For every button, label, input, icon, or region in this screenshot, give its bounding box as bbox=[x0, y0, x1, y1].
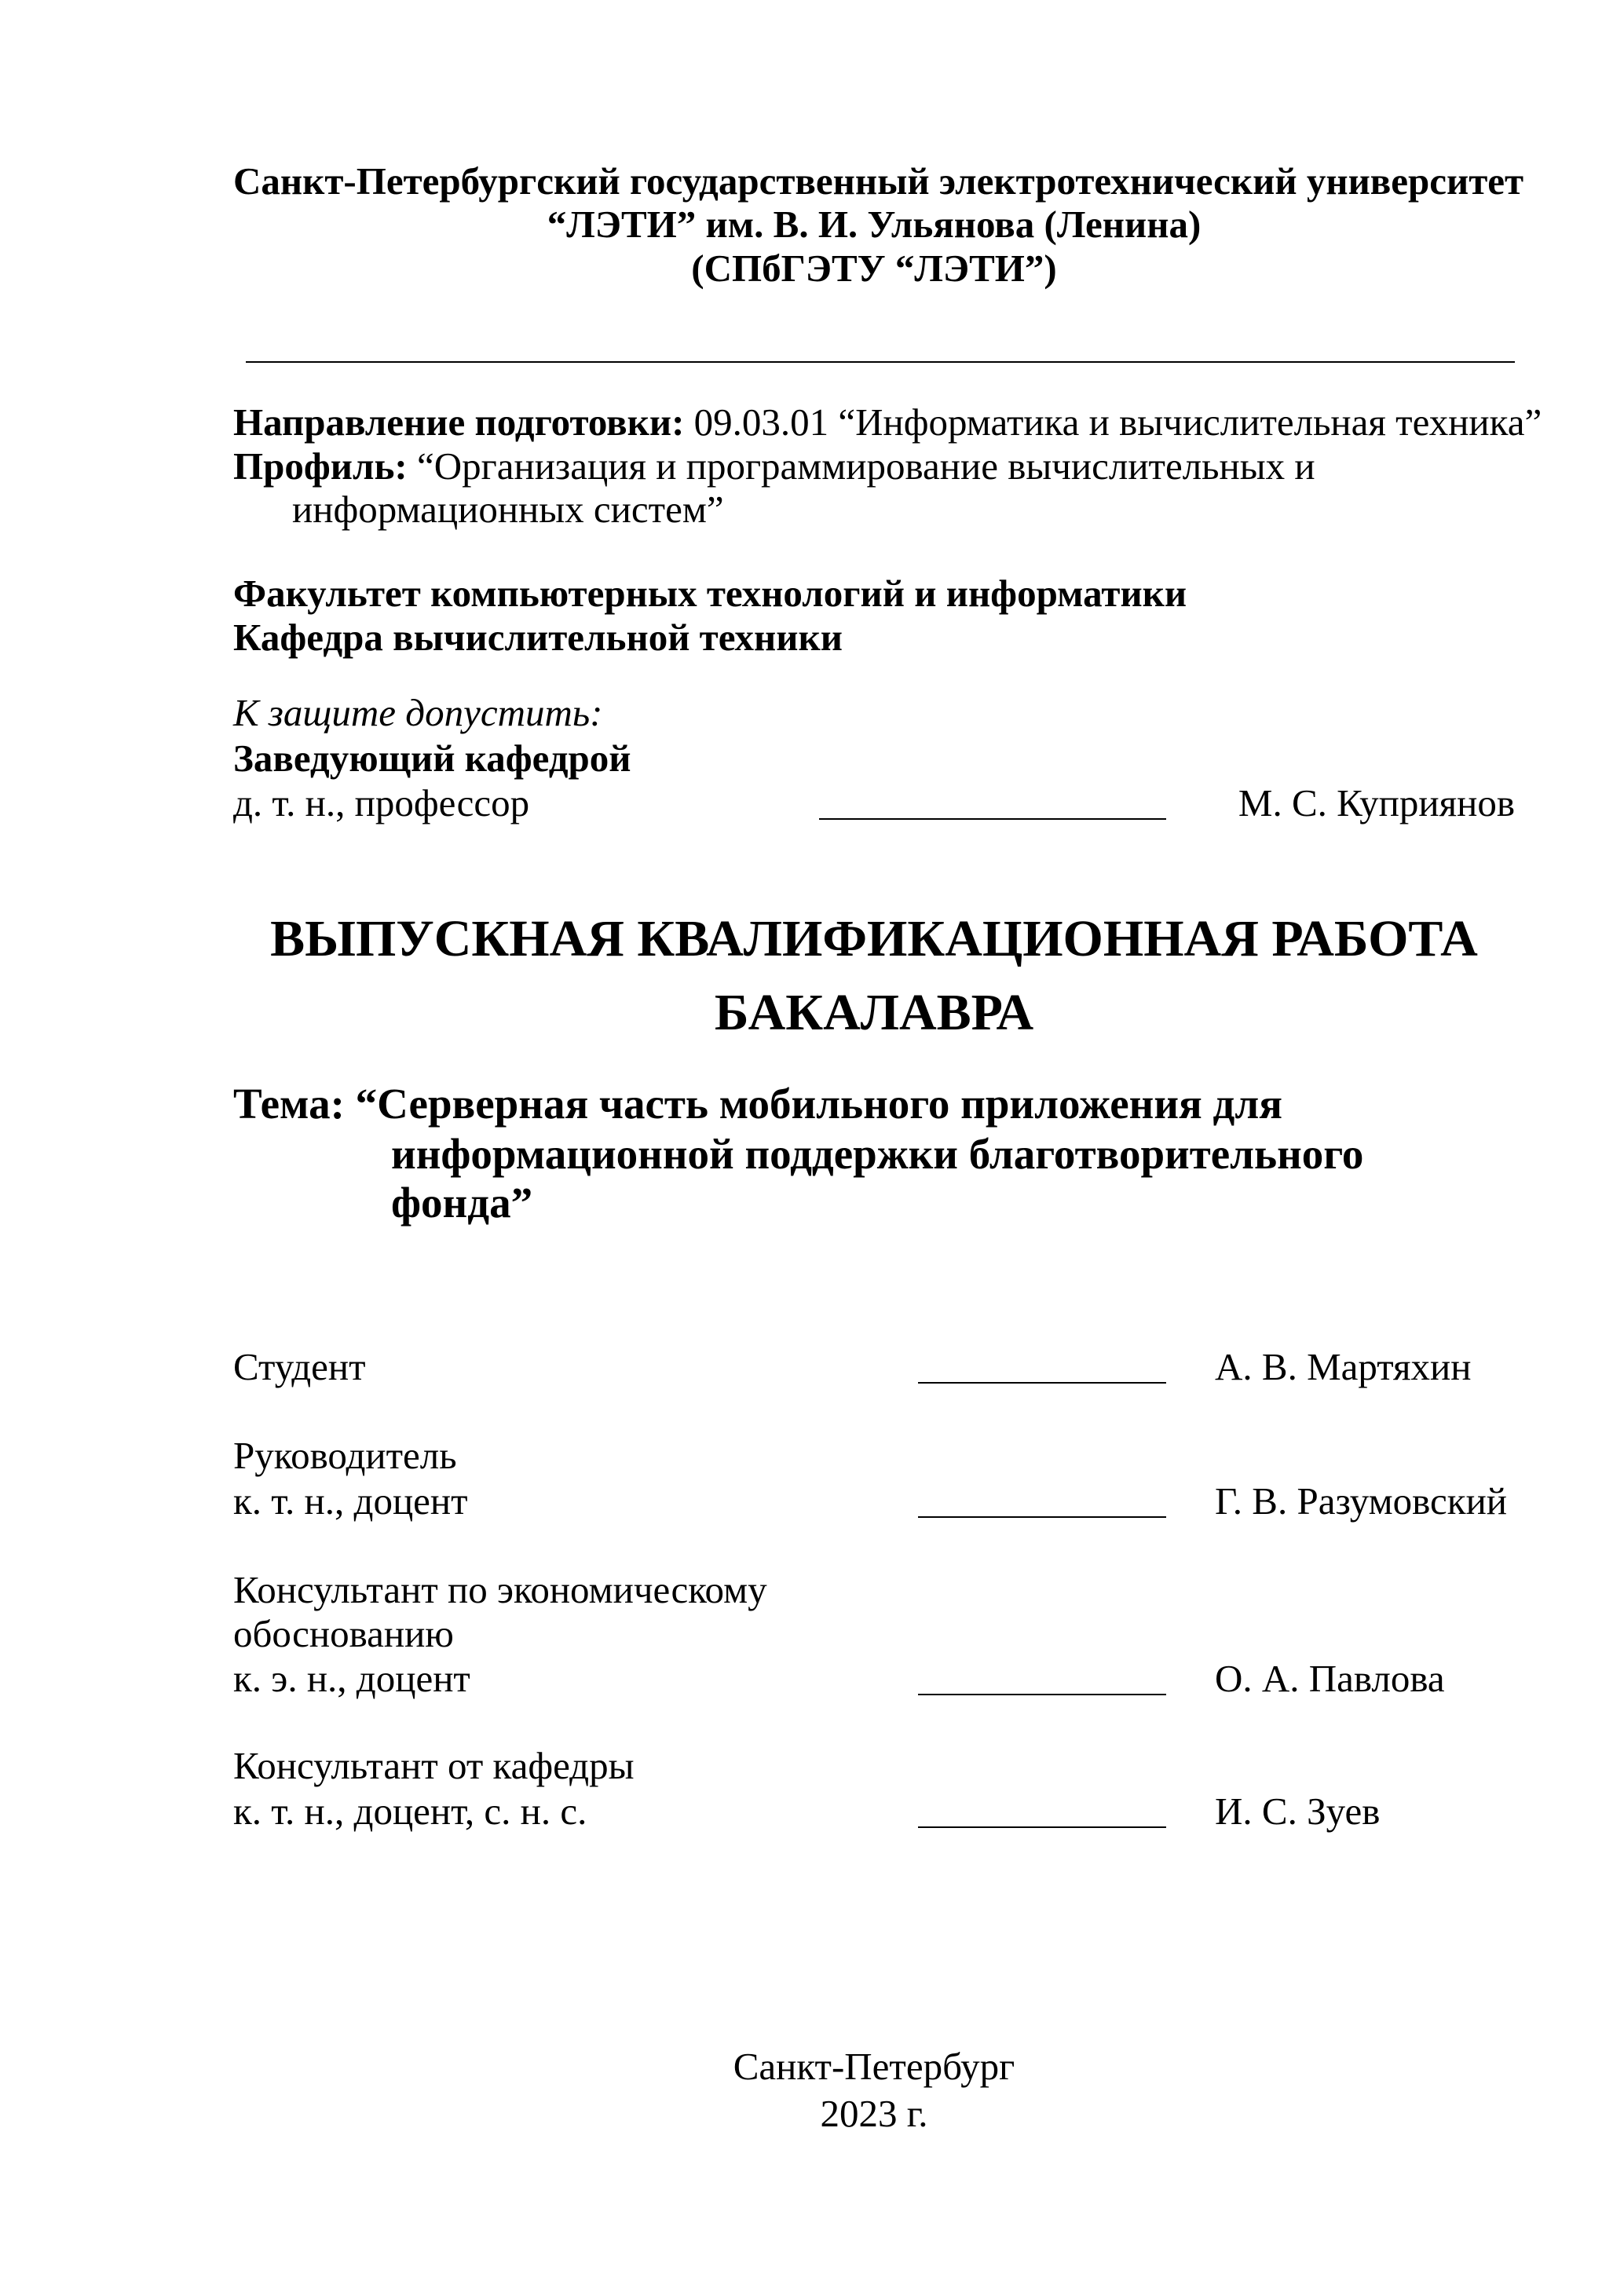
supervisor-label: Руководитель bbox=[233, 1434, 457, 1477]
direction-value: 09.03.01 “Информатика и вычислительная техника” bbox=[693, 400, 1542, 444]
dept-consultant-name: И. С. Зуев bbox=[1215, 1790, 1381, 1833]
department: Кафедра вычислительной техники bbox=[233, 616, 843, 659]
supervisor-name: Г. В. Разумовский bbox=[1215, 1479, 1508, 1523]
faculty: Факультет компьютерных технологий и информатики bbox=[233, 572, 1187, 615]
divider bbox=[246, 361, 1515, 363]
topic-value: “Серверная часть мобильного приложения для bbox=[355, 1080, 1282, 1128]
university-abbr: (СПбГЭТУ “ЛЭТИ”) bbox=[691, 247, 1057, 290]
econ-consultant-label-cont: обоснованию bbox=[233, 1612, 454, 1655]
document-title-line2: БАКАЛАВРА bbox=[714, 984, 1034, 1041]
topic bbox=[233, 1080, 1282, 1128]
university-name-line2: “ЛЭТИ” им. В. И. Ульянова (Ленина) bbox=[547, 203, 1202, 246]
dept-consultant-label: Консультант от кафедры bbox=[233, 1744, 635, 1787]
approval-degree: д. т. н., профессор bbox=[233, 781, 530, 824]
profile-value-cont: информационных систем” bbox=[292, 488, 724, 531]
university-name: Санкт-Петербургский государственный электротехнический университет bbox=[233, 159, 1524, 203]
footer-city: Санкт-Петербург bbox=[733, 2045, 1015, 2088]
footer-year: 2023 г. bbox=[820, 2092, 928, 2135]
signature-line bbox=[918, 1826, 1166, 1828]
supervisor-degree: к. т. н., доцент bbox=[233, 1479, 468, 1523]
dept-consultant-degree: к. т. н., доцент, с. н. с. bbox=[233, 1790, 587, 1833]
approval-name: М. С. Куприянов bbox=[1238, 781, 1515, 824]
direction-label: Направление подготовки: bbox=[233, 400, 685, 444]
student-label: Студент bbox=[233, 1345, 366, 1388]
profile-value: “Организация и программирование вычислительных и bbox=[416, 444, 1315, 488]
student-name: А. В. Мартяхин bbox=[1215, 1345, 1472, 1388]
approval-caption: К защите допустить: bbox=[233, 691, 603, 734]
econ-consultant-label: Консультант по экономическому bbox=[233, 1568, 767, 1611]
topic-line3: фонда” bbox=[391, 1179, 533, 1227]
profile bbox=[233, 444, 1315, 488]
topic-line2: информационной поддержки благотворительного bbox=[391, 1130, 1364, 1178]
econ-consultant-degree: к. э. н., доцент bbox=[233, 1657, 470, 1700]
signature-line bbox=[918, 1694, 1166, 1695]
profile-label: Профиль: bbox=[233, 444, 408, 488]
econ-consultant-name: О. А. Павлова bbox=[1215, 1657, 1445, 1700]
direction bbox=[233, 400, 1542, 444]
topic-label: Тема: bbox=[233, 1080, 345, 1128]
signature-line bbox=[918, 1516, 1166, 1518]
document-title: ВЫПУСКНАЯ КВАЛИФИКАЦИОННАЯ РАБОТА bbox=[270, 910, 1478, 967]
signature-line bbox=[918, 1382, 1166, 1384]
signature-line bbox=[819, 818, 1166, 820]
approval-role: Заведующий кафедрой bbox=[233, 737, 631, 780]
